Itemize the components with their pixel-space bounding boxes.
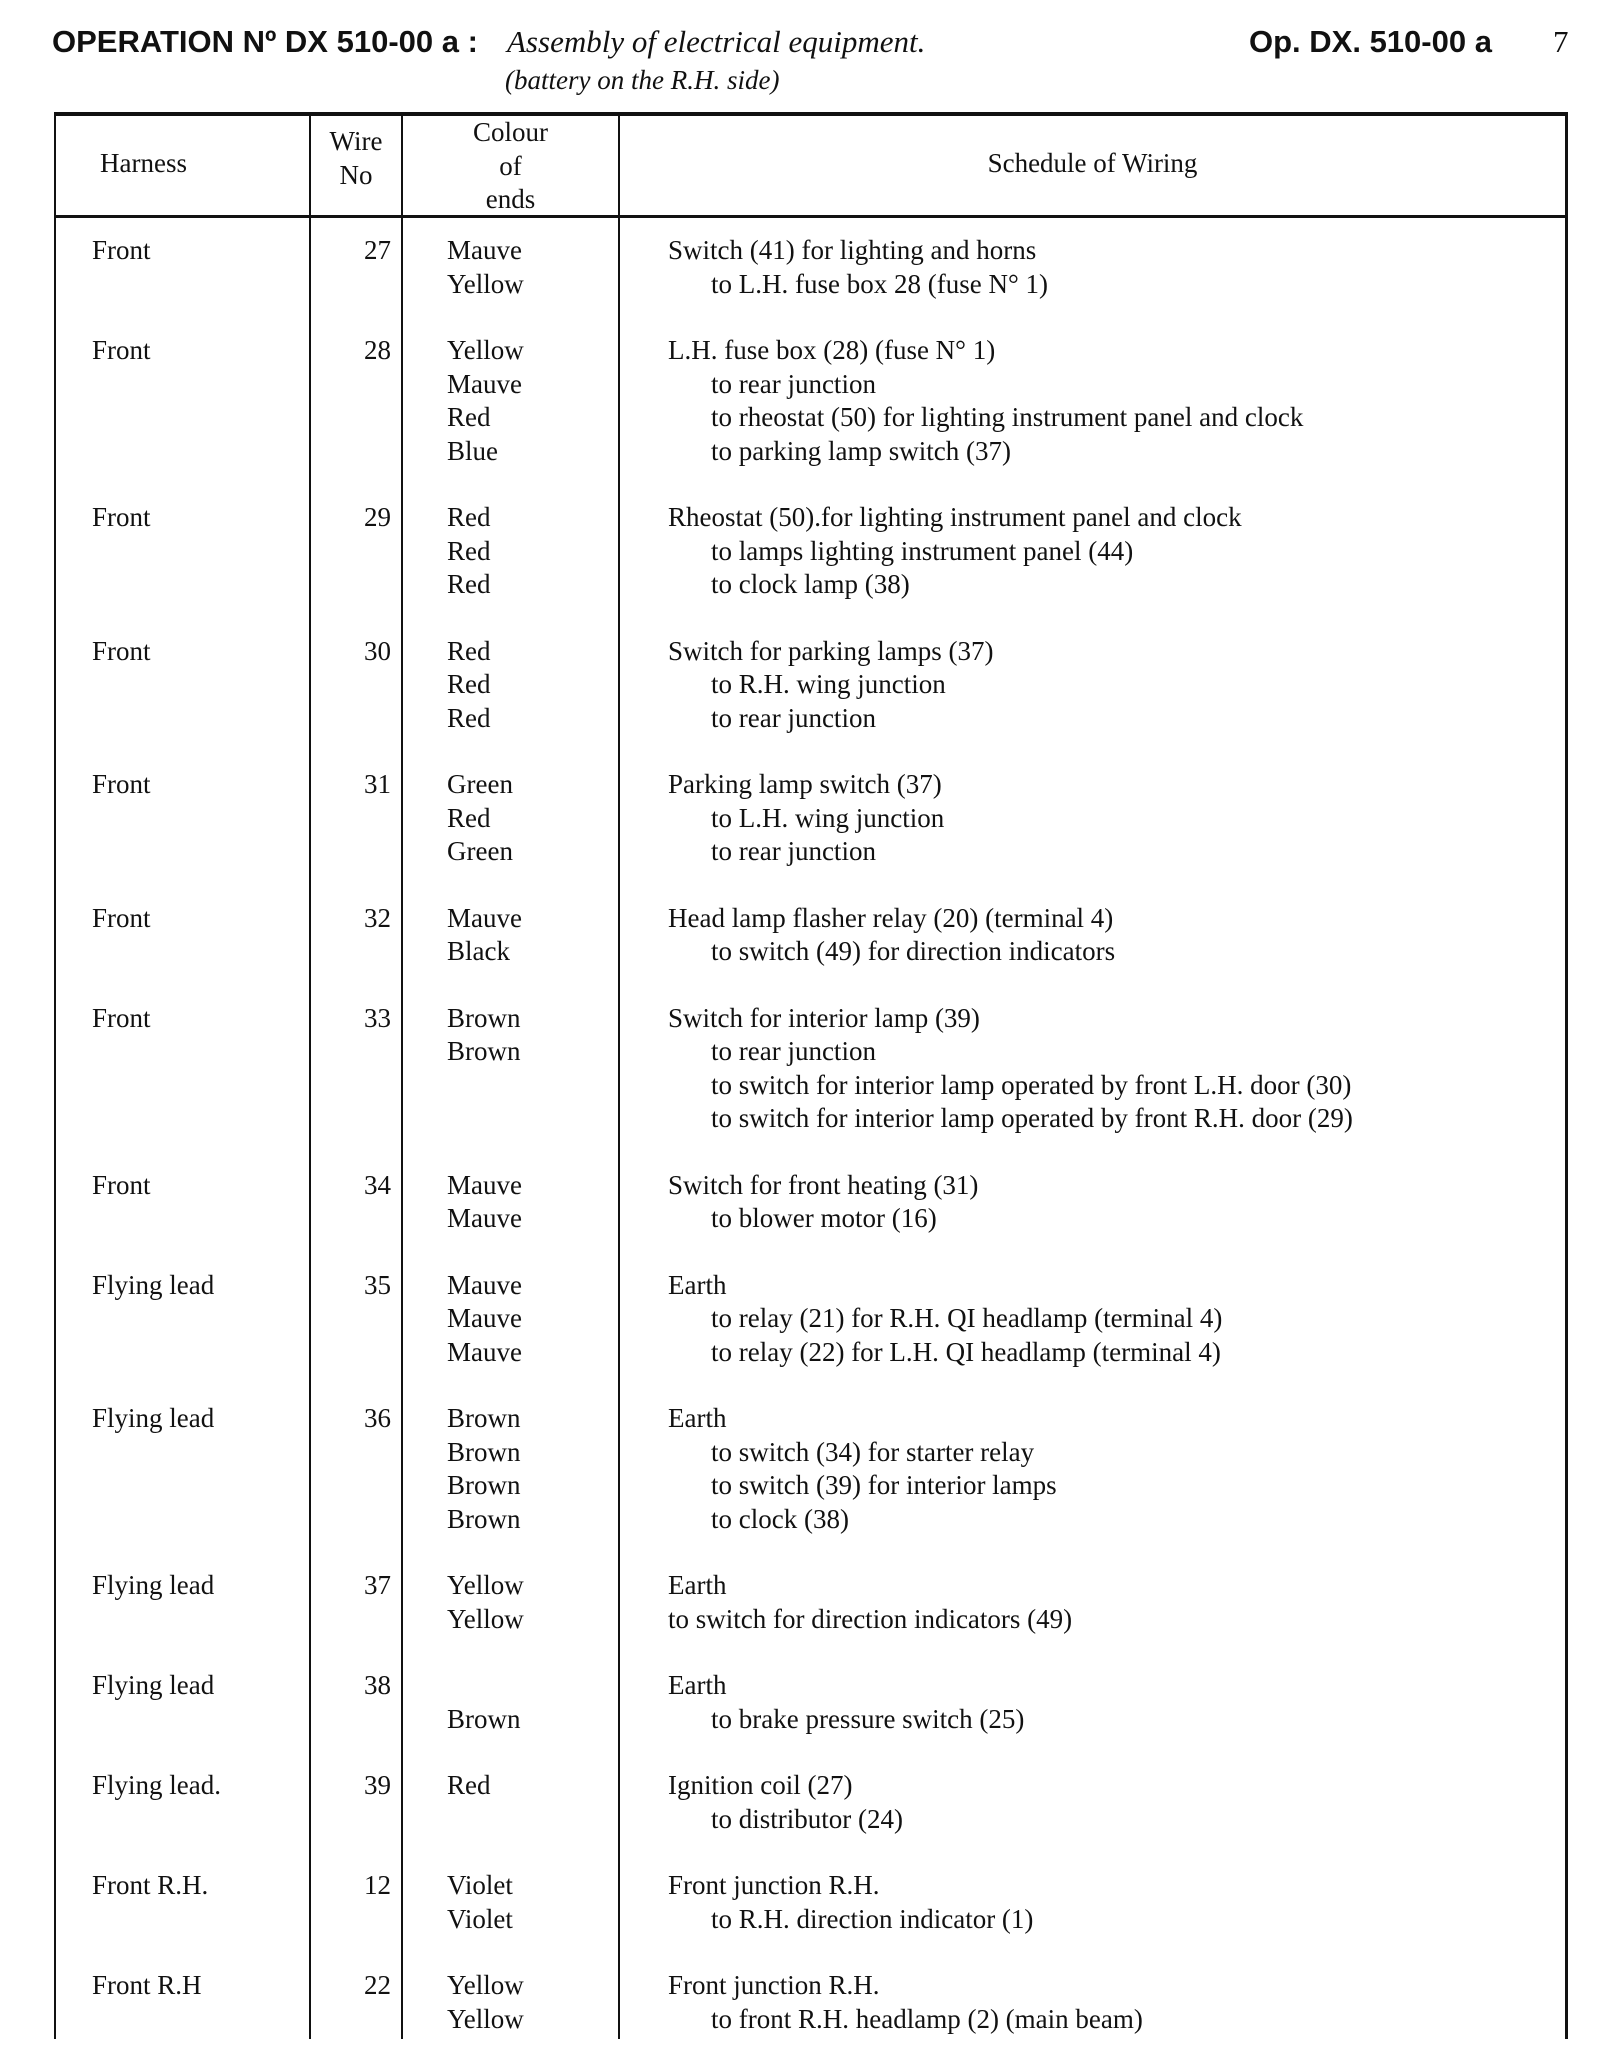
colour-value: Yellow [447,1970,524,2000]
schedule-line: Front junction R.H. [668,1970,880,2000]
table-row [54,234,1568,334]
colour-value: Mauve [447,1336,522,1367]
wire-number-cell: 35 [364,1269,391,1300]
colour-value: Mauve [447,1203,522,1233]
colour-value: Brown [447,1703,521,1734]
wire-number-cell: 34 [364,1169,391,1200]
schedule-cell [668,1969,1143,2036]
header-schedule-of-wiring: Schedule of Wiring [987,148,1198,178]
colour-value: Mauve [447,902,522,933]
schedule-line: to switch for direction indicators (49) [668,1603,1073,1634]
harness-cell: Front R.H [92,1970,202,2000]
wire-number-cell: 29 [364,502,391,532]
colour-value: Yellow [447,2003,524,2034]
schedule-line: to R.H. wing junction [711,669,946,699]
colour-value: Mauve [447,235,522,265]
schedule-line: Switch for parking lamps (37) [668,635,994,666]
harness-cell: Front [92,335,151,365]
table-row [54,1869,1568,1969]
schedule-line: to blower motor (16) [711,1203,937,1233]
operation-description: Assembly of electrical equipment. [507,24,926,59]
harness-cell: Front R.H. [92,1870,209,1900]
colour-cell [447,1669,521,1736]
schedule-line: Switch for front heating (31) [668,1169,979,1200]
colour-value: Brown [447,1403,521,1433]
header-colour-line: of [499,150,522,181]
colour-cell [447,1869,513,1936]
colour-cell [447,1969,524,2036]
header-wire-no-line: No [339,159,373,190]
wire-number-cell: 22 [364,1970,391,2000]
table-row [54,1402,1568,1569]
wire-number-cell: 32 [364,902,391,933]
colour-value: Red [447,535,491,566]
schedule-line: Earth [668,1269,727,1300]
schedule-line: Front junction R.H. [668,1870,880,1900]
schedule-line: to lamps lighting instrument panel (44) [711,535,1134,566]
schedule-line: to clock (38) [711,1503,849,1534]
colour-value: Red [447,669,491,699]
table-row [54,1169,1568,1269]
table-row [54,1569,1568,1669]
colour-cell [447,234,524,301]
colour-value: Violet [447,1870,513,1900]
operation-reference: Op. DX. 510-00 a [1249,24,1492,59]
schedule-line: Earth [668,1403,727,1433]
wire-number-cell: 38 [364,1670,391,1700]
schedule-cell [668,1169,978,1236]
header-harness: Harness [100,148,187,178]
colour-cell [447,501,491,602]
table-row [54,1002,1568,1169]
operation-subtitle: (battery on the R.H. side) [505,65,780,95]
table-row [54,1669,1568,1769]
schedule-cell [668,1769,903,1836]
schedule-cell [668,234,1048,301]
colour-value: Black [447,936,510,966]
colour-value: Mauve [447,1169,522,1200]
schedule-line: Switch for interior lamp (39) [668,1002,980,1033]
schedule-cell [668,1002,1353,1136]
schedule-cell [668,1269,1222,1370]
schedule-cell [668,635,993,736]
schedule-line: Earth [668,1570,727,1600]
colour-value: Red [447,635,491,666]
header-wire-no-line: Wire [329,126,383,156]
schedule-line: to clock lamp (38) [711,569,910,599]
colour-value: Brown [447,1470,521,1500]
wire-number-cell: 30 [364,635,391,666]
colour-cell [447,1769,491,1803]
colour-value: Yellow [447,1603,524,1634]
schedule-line: L.H. fuse box (28) (fuse N° 1) [668,335,996,365]
colour-cell [447,334,524,468]
table-top-rule [54,112,1568,116]
header-wire-no [311,126,401,193]
colour-value: Mauve [447,1269,522,1300]
page-header [0,0,1618,110]
schedule-line: to relay (22) for L.H. QI headlamp (terminal 4) [711,1336,1221,1367]
harness-cell: Flying lead [92,1570,215,1600]
harness-cell: Front [92,502,151,532]
schedule-line: to switch for interior lamp operated by front R.H. door (29) [711,1103,1353,1133]
wiring-table [54,112,1568,2039]
wire-number-cell: 28 [364,335,391,365]
colour-value: Violet [447,1903,513,1934]
schedule-cell [668,501,1242,602]
colour-value: Brown [447,1036,521,1066]
wire-number-cell: 37 [364,1570,391,1600]
table-row [54,1269,1568,1403]
colour-value: Mauve [447,1303,522,1333]
schedule-line: to L.H. wing junction [711,802,945,833]
colour-value: Brown [447,1436,521,1467]
harness-cell: Front [92,902,151,933]
harness-cell: Flying lead [92,1670,215,1700]
schedule-line: Switch (41) for lighting and horns [668,235,1037,265]
colour-value: Red [447,502,491,532]
schedule-cell [668,902,1115,969]
table-body [54,234,1568,2069]
colour-value: Red [447,802,491,833]
wire-number-cell: 31 [364,769,391,799]
schedule-cell [668,1402,1057,1536]
colour-value: Red [447,569,491,599]
colour-value: Yellow [447,1570,524,1600]
colour-value: Red [447,1770,491,1800]
colour-value: Red [447,702,491,733]
colour-value: Brown [447,1002,521,1033]
operation-number: OPERATION Nº DX 510-00 a : [52,24,478,59]
table-row [54,768,1568,902]
colour-value [447,1669,521,1703]
schedule-line: Earth [668,1670,727,1700]
schedule-line: to R.H. direction indicator (1) [711,1903,1034,1934]
schedule-cell [668,1569,1072,1636]
wire-number-cell: 12 [364,1870,391,1900]
schedule-line: Rheostat (50).for lighting instrument panel and clock [668,502,1242,532]
harness-cell: Flying lead. [92,1770,221,1800]
table-row [54,1969,1568,2069]
colour-cell [447,1269,522,1370]
colour-value: Yellow [447,335,524,365]
wire-number-cell: 33 [364,1002,391,1033]
schedule-line: to switch (34) for starter relay [711,1436,1035,1467]
schedule-line: to rear junction [711,836,876,866]
harness-cell: Front [92,769,151,799]
harness-cell: Flying lead [92,1269,215,1300]
colour-value: Blue [447,435,498,466]
table-row [54,1769,1568,1869]
table-row [54,501,1568,635]
schedule-line: to rear junction [711,702,876,733]
schedule-line: to relay (21) for R.H. QI headlamp (terminal 4) [711,1303,1223,1333]
schedule-line: Head lamp flasher relay (20) (terminal 4) [668,902,1114,933]
harness-cell: Front [92,1002,151,1033]
colour-value: Mauve [447,368,522,399]
schedule-cell [668,768,944,869]
colour-cell [447,1002,521,1069]
schedule-line: to rheostat (50) for lighting instrument panel and clock [711,402,1304,432]
table-row [54,902,1568,1002]
schedule-line: to rear junction [711,368,876,399]
harness-cell: Flying lead [92,1403,215,1433]
colour-cell [447,902,522,969]
wire-number-cell: 36 [364,1403,391,1433]
wire-number-cell: 39 [364,1770,391,1800]
schedule-line: Parking lamp switch (37) [668,769,942,799]
colour-cell [447,1569,524,1636]
table-header-rule [54,215,1568,218]
colour-cell [447,1169,522,1236]
schedule-line: to front R.H. headlamp (2) (main beam) [711,2003,1143,2034]
colour-value: Yellow [447,268,524,299]
header-colour-of-ends [403,117,618,218]
schedule-cell [668,334,1303,468]
schedule-line: to switch (49) for direction indicators [711,936,1116,966]
schedule-line: to distributor (24) [711,1803,903,1834]
colour-value: Green [447,769,513,799]
schedule-line: to rear junction [711,1036,876,1066]
harness-cell: Front [92,235,151,265]
schedule-line: to switch (39) for interior lamps [711,1470,1057,1500]
colour-value: Red [447,402,491,432]
header-colour-line: Colour [472,117,548,147]
table-row [54,635,1568,769]
colour-value: Brown [447,1503,521,1534]
colour-value: Green [447,836,513,866]
schedule-line: to switch for interior lamp operated by front L.H. door (30) [711,1069,1352,1100]
schedule-cell [668,1669,1024,1736]
page-number: 7 [1553,24,1569,59]
colour-cell [447,1402,521,1536]
schedule-cell [668,1869,1033,1936]
wire-number-cell: 27 [364,235,391,265]
colour-cell [447,635,491,736]
schedule-line: Ignition coil (27) [668,1770,853,1800]
schedule-line: to brake pressure switch (25) [711,1703,1025,1734]
harness-cell: Front [92,635,151,666]
schedule-line: to parking lamp switch (37) [711,435,1011,466]
harness-cell: Front [92,1169,151,1200]
schedule-line: to L.H. fuse box 28 (fuse N° 1) [711,268,1048,299]
colour-cell [447,768,513,869]
header-colour-line: ends [485,184,536,214]
table-row [54,334,1568,501]
